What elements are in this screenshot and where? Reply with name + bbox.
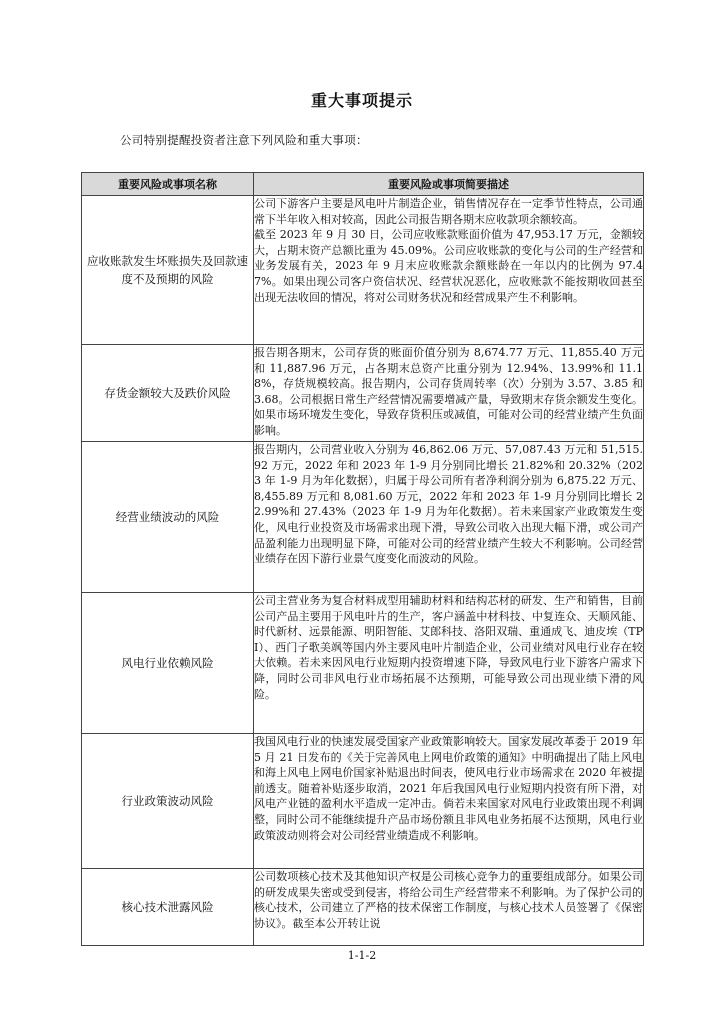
page-number: 1-1-2 bbox=[347, 949, 377, 962]
risk-description: 公司数项核心技术及其他知识产权是公司核心竞争力的重要组成部分。如果公司的研发成果失密或受到侵害，将给公司生产经营带来不利影响。为了保护公司的核心技术，公司建立了严格的技术保密工作制度，与核心技术人员签署了《保密协议》。截至本公开转让说 bbox=[254, 870, 643, 930]
risk-description-cell bbox=[254, 593, 644, 734]
risk-description-cell bbox=[254, 869, 644, 946]
table-row bbox=[82, 345, 644, 442]
risk-description-cell bbox=[254, 442, 644, 593]
risk-description-cell bbox=[254, 196, 644, 345]
table-row bbox=[82, 442, 644, 593]
table-header-row bbox=[82, 173, 644, 196]
risk-description: 报告期内，公司营业收入分别为 46,862.06 万元、57,087.43 万元和 51,515.92 万元，2022 年和 2023 年 1-9 月分别同比增长 21.82%和 20.32%（2023 年 1-9 月为年化数据），归属于母公司所有者净利润分别为 6,875.22 万元、8,455.89 万元和 8,081.60 万元，2022 年和 2023 年 1-9 月分别同比增长 22.99%和 27.43%（2023 年 1-9 月为年化数据）。若未来国家产业政策发生变化，风电行业投资及市场需求出现下滑，导致公司收入出现大幅下滑，或公司产品盈利能力出现明显下降，可能对公司的经营业绩产生较大不利影响。公司经营业绩存在因下游行业景气度变化而波动的风险。 bbox=[254, 443, 643, 566]
table-row bbox=[82, 593, 644, 734]
risk-description: 报告期各期末，公司存货的账面价值分别为 8,674.77 万元、11,855.40 万元和 11,887.96 万元，占各期末总资产比重分别为 12.94%、13.99%和 11.18%，存货规模较高。报告期内，公司存货周转率（次）分别为 3.57、3.85 和 3.68。公司根据日常生产经营情况需要增减产量，导致期末存货余额发生变化。如果市场环境发生变化，导致存货积压或减值，可能对公司的经营业绩产生负面影响。 bbox=[254, 346, 643, 437]
risk-description: 我国风电行业的快速发展受国家产业政策影响较大。国家发展改革委于 2019 年 5 月 21 日发布的《关于完善风电上网电价政策的通知》中明确提出了陆上风电和海上风电上网电价国家补贴退出时间表，使风电行业市场需求在 2020 年被提前透支。随着补贴逐步取消，2021 年后我国风电行业短期内投资有所下滑，对风电产业链的盈利水平造成一定冲击。倘若未来国家对风电行业政策出现不利调整，同时公司不能继续提升产品市场份额且非风电业务拓展不达预期，风电行业政策波动则将会对公司经营业绩造成不利影响。 bbox=[254, 735, 643, 842]
table-row bbox=[82, 734, 644, 869]
risk-name: 风电行业依赖风险 bbox=[82, 593, 254, 734]
risk-name: 核心技术泄露风险 bbox=[82, 869, 254, 946]
risk-description-cell bbox=[254, 734, 644, 869]
risk-name: 应收账款发生坏账损失及回款速度不及预期的风险 bbox=[82, 196, 254, 345]
header-risk-name: 重要风险或事项名称 bbox=[82, 173, 254, 196]
table-row bbox=[82, 196, 644, 345]
risk-description: 公司主营业务为复合材料成型用辅助材料和结构芯材的研发、生产和销售，目前公司产品主要用于风电叶片的生产，客户涵盖中材科技、中复连众、天顺风能、时代新材、远景能源、明阳智能、艾郎科技、洛阳双瑞、重通成飞、迪皮埃（TPI）、西门子歌美飒等国内外主要风电叶片制造企业，公司业绩对风电行业存在较大依赖。若未来因风电行业短期内投资增速下降，导致风电行业下游客户需求下降，同时公司非风电行业市场拓展不达预期，可能导致公司出现业绩下滑的风险。 bbox=[254, 594, 643, 701]
page-title: 重大事项提示 bbox=[310, 91, 413, 110]
risk-table bbox=[81, 172, 644, 946]
intro-text: 公司特别提醒投资者注意下列风险和重大事项： bbox=[120, 133, 368, 147]
risk-name: 经营业绩波动的风险 bbox=[82, 442, 254, 593]
header-risk-description: 重要风险或事项简要描述 bbox=[254, 173, 644, 196]
risk-description-cell bbox=[254, 345, 644, 442]
risk-name: 行业政策波动风险 bbox=[82, 734, 254, 869]
risk-name: 存货金额较大及跌价风险 bbox=[82, 345, 254, 442]
risk-description: 公司下游客户主要是风电叶片制造企业，销售情况存在一定季节性特点，公司通常下半年收入相对较高，因此公司报告期各期末应收款项余额较高。 截至 2023 年 9 月 30 日，公司应收账款账面价值为 47,953.17 万元，金额较大，占期末资产总额比重为 45.09%。公司应收账款的变化与公司的生产经营和业务发展有关，2023 年 9 月末应收账款余额账龄在一年以内的比例为 97.47%。如果出现公司客户资信状况、经营状况恶化，应收账款不能按期收回甚至出现无法收回的情况，将对公司财务状况和经营成果产生不利影响。 bbox=[254, 197, 643, 304]
table-row bbox=[82, 869, 644, 946]
